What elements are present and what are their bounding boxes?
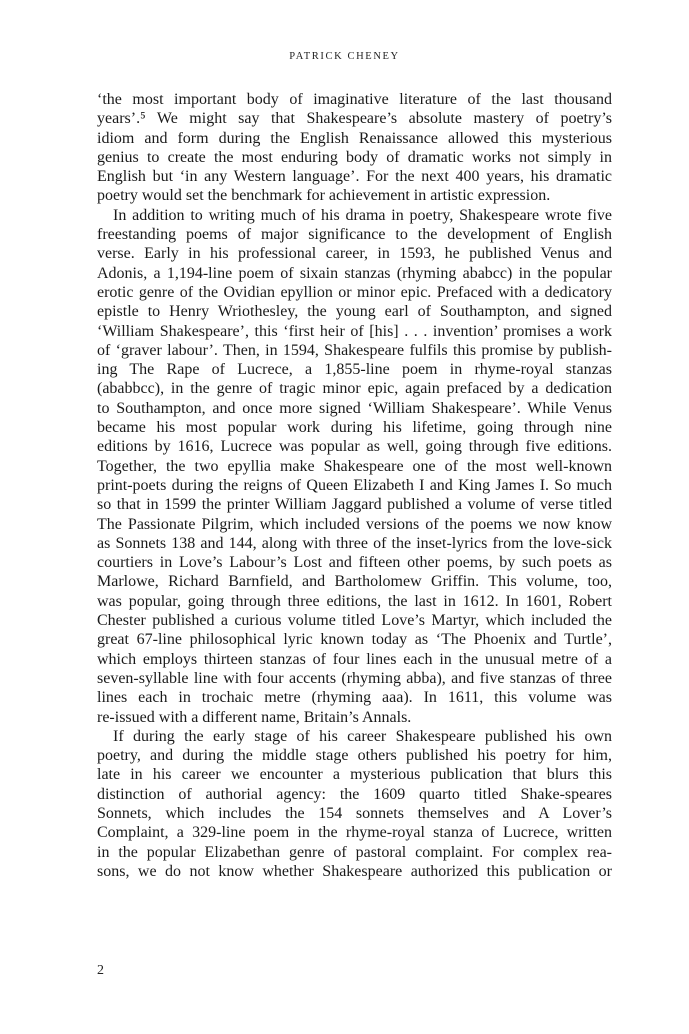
text-line: distinction of authorial agency: the 1609 quarto titled Shake-speares [97, 785, 612, 803]
text-line: print-poets during the reigns of Queen Elizabeth I and King James I. So much [97, 476, 612, 494]
text-line: ‘William Shakespeare’, this ‘first heir of [his] . . . invention’ promises a work [97, 322, 612, 340]
text-line: re-issued with a different name, Britain’s Annals. [97, 708, 412, 726]
text-line: In addition to writing much of his drama in poetry, Shakespeare wrote five [113, 206, 612, 224]
text-line: poetry would set the benchmark for achievement in artistic expression. [97, 187, 551, 205]
text-line: Complaint, a 329-line poem in the rhyme-royal stanza of Lucrece, written [97, 824, 612, 842]
text-line: as Sonnets 138 and 144, along with three of the inset-lyrics from the love-sick [97, 534, 612, 552]
text-line: freestanding poems of major significance to the development of English [97, 226, 612, 244]
text-line: poetry, and during the middle stage others published his poetry for him, [97, 747, 612, 765]
text-line: of ‘graver labour’. Then, in 1594, Shakespeare fulfils this promise by publish- [97, 341, 612, 359]
text-line: If during the early stage of his career Shakespeare published his own [113, 727, 612, 745]
text-line: years’.⁵ We might say that Shakespeare’s absolute mastery of poetry’s [97, 110, 612, 128]
text-line: Sonnets, which includes the 154 sonnets themselves and A Lover’s [97, 804, 612, 822]
text-line: Adonis, a 1,194-line poem of sixain stanzas (rhyming ababcc) in the popular [97, 264, 612, 282]
text-line: idiom and form during the English Renaissance allowed this mysterious [97, 129, 612, 147]
text-line: (ababbcc), in the genre of tragic minor epic, again prefaced by a dedication [97, 380, 612, 398]
text-line: English but ‘in any Western language’. For the next 400 years, his dramatic [97, 168, 612, 186]
text-line: courtiers in Love’s Labour’s Lost and fifteen other poems, by such poets as [97, 554, 612, 572]
text-line: great 67-line philosophical lyric known today as ‘The Phoenix and Turtle’, [97, 631, 612, 649]
text-line: which employs thirteen stanzas of four lines each in the unusual metre of a [97, 650, 612, 668]
text-line: erotic genre of the Ovidian epyllion or minor epic. Prefaced with a dedicatory [97, 283, 612, 301]
text-line: so that in 1599 the printer William Jaggard published a volume of verse titled [97, 496, 612, 514]
text-line: genius to create the most enduring body of dramatic works not simply in [97, 148, 612, 166]
text-line: The Passionate Pilgrim, which included versions of the poems we now know [97, 515, 612, 533]
page-number: 2 [97, 963, 104, 978]
text-line: seven-syllable line with four accents (rhyming abba), and five stanzas of three [97, 669, 612, 687]
text-line: Chester published a curious volume titled Love’s Martyr, which included the [97, 612, 612, 630]
text-line: Marlowe, Richard Barnfield, and Bartholomew Griffin. This volume, too, [97, 573, 612, 591]
text-line: verse. Early in his professional career, in 1593, he published Venus and [97, 245, 612, 263]
text-line: late in his career we encounter a mysterious publication that blurs this [97, 766, 612, 784]
text-line: lines each in trochaic metre (rhyming aaa). In 1611, this volume was [97, 689, 612, 707]
text-line: in the popular Elizabethan genre of pastoral complaint. For complex rea- [97, 843, 612, 861]
text-line: Together, the two epyllia make Shakespeare one of the most well-known [97, 457, 612, 475]
text-line: ‘the most important body of imaginative literature of the last thousand [97, 91, 612, 108]
body-text [97, 90, 612, 881]
text-line: sons, we do not know whether Shakespeare authorized this publication or [97, 862, 612, 880]
text-line: ing The Rape of Lucrece, a 1,855-line poem in rhyme-royal stanzas [97, 361, 612, 379]
running-head: PATRICK CHENEY [289, 51, 400, 62]
text-line: editions by 1616, Lucrece was popular as well, going through five editions. [97, 438, 612, 456]
text-line: to Southampton, and once more signed ‘William Shakespeare’. While Venus [97, 399, 612, 417]
text-line: became his most popular work during his lifetime, going through nine [97, 419, 612, 437]
text-line: was popular, going through three editions, the last in 1612. In 1601, Robert [97, 592, 612, 610]
text-line: epistle to Henry Wriothesley, the young earl of Southampton, and signed [97, 303, 612, 321]
